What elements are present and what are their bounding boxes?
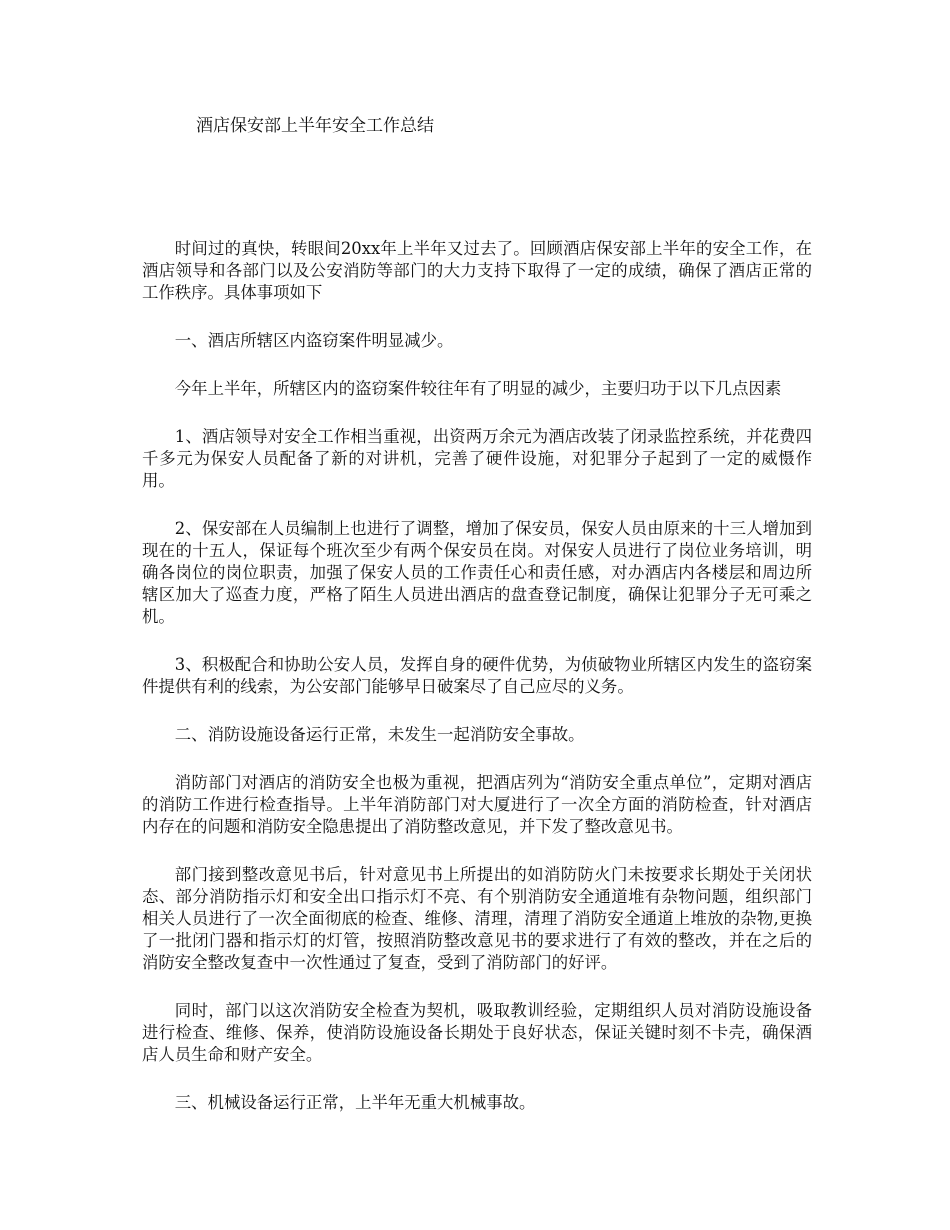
paragraph-point-2: 2、保安部在人员编制上也进行了调整，增加了保安员，保安人员由原来的十三人增加到现在的十五人，保证每个班次至少有两个保安员在岗。对保安人员进行了岗位业务培训，明确各岗位的岗位职责，加强了保安人员的工作责任心和责任感，对办酒店内各楼层和周边所辖区加大了巡查力度，严格了陌生人员进出酒店的盘查登记制度，确保让犯罪分子无可乘之机。 <box>142 519 812 626</box>
paragraph-fire-rectification: 部门接到整改意见书后，针对意见书上所提出的如消防防火门未按要求长期处于关闭状态、部分消防指示灯和安全出口指示灯不亮、有个别消防安全通道堆有杂物问题，组织部门相关人员进行了一次全面彻底的检查、维修、清理，清理了消防安全通道上堆放的杂物,更换了一批闭门器和指示灯的灯管，按照消防整改意见书的要求进行了有效的整改，并在之后的消防安全整改复查中一次性通过了复查，受到了消防部门的好评。 <box>142 865 812 972</box>
section-heading-theft: 一、酒店所辖区内盗窃案件明显减少。 <box>174 331 454 350</box>
paragraph-intro: 时间过的真快，转眼间20xx年上半年又过去了。回顾酒店保安部上半年的安全工作，在酒店领导和各部门以及公安消防等部门的大力支持下取得了一定的成绩，确保了酒店正常的工作秩序。具体事项如下 <box>142 239 812 302</box>
section-heading-machinery: 三、机械设备运行正常，上半年无重大机械事故。 <box>174 1093 536 1112</box>
paragraph-fire-maintenance: 同时，部门以这次消防安全检查为契机，吸取教训经验，定期组织人员对消防设施设备进行检查、维修、保养，使消防设施设备长期处于良好状态，保证关键时刻不卡壳，确保酒店人员生命和财产安全。 <box>142 1001 812 1064</box>
document-title: 酒店保安部上半年安全工作总结 <box>196 116 434 136</box>
paragraph-fire-inspection: 消防部门对酒店的消防安全也极为重视，把酒店列为“消防安全重点单位”，定期对酒店的消防工作进行检查指导。上半年消防部门对大厦进行了一次全方面的消防检查，针对酒店内存在的问题和消防安全隐患提出了消防整改意见，并下发了整改意见书。 <box>142 773 812 836</box>
paragraph-point-1: 1、酒店领导对安全工作相当重视，出资两万余元为酒店改装了闭录监控系统，并花费四千多元为保安人员配备了新的对讲机，完善了硬件设施，对犯罪分子起到了一定的威慑作用。 <box>142 427 812 490</box>
paragraph-theft-summary: 今年上半年，所辖区内的盗窃案件较往年有了明显的减少，主要归功于以下几点因素 <box>174 379 782 398</box>
section-heading-fire-safety: 二、消防设施设备运行正常，未发生一起消防安全事故。 <box>174 725 585 744</box>
document-body <box>142 238 812 1140</box>
paragraph-point-3: 3、积极配合和协助公安人员，发挥自身的硬件优势，为侦破物业所辖区内发生的盗窃案件提供有利的线索，为公安部门能够早日破案尽了自己应尽的义务。 <box>142 655 812 696</box>
